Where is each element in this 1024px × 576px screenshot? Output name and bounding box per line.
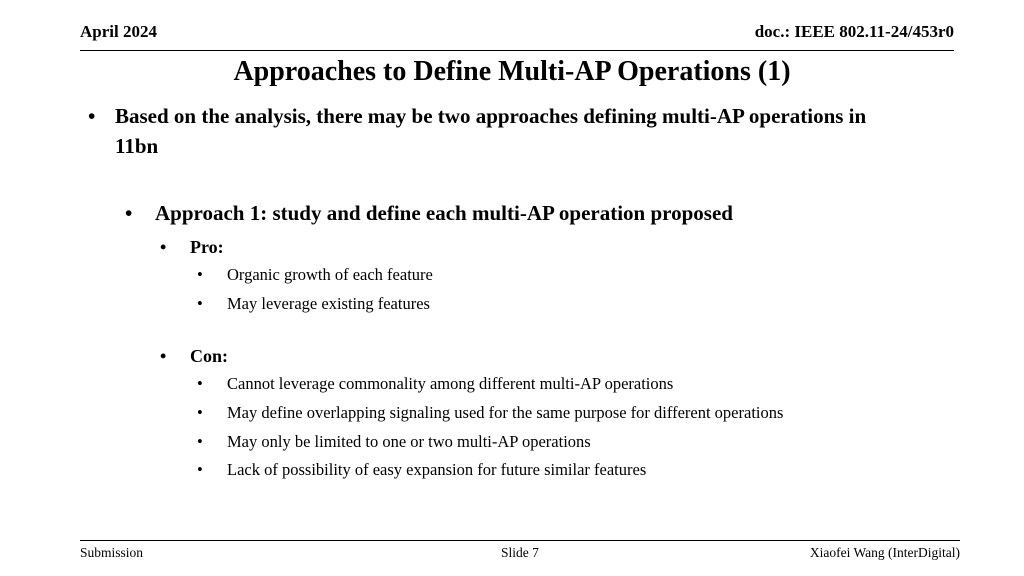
bullet-item: [197, 294, 984, 314]
slide-footer: [80, 545, 960, 561]
bullet-marker-icon: •: [160, 345, 167, 366]
bullet-marker-icon: •: [197, 265, 203, 285]
footer-submission: Submission: [80, 545, 144, 560]
bullet-text: Pro:: [190, 237, 224, 257]
bullet-text: Approach 1: study and define each multi-AP operation proposed: [155, 200, 733, 225]
bullet-text: Organic growth of each feature: [227, 265, 433, 285]
bullet-text: Con:: [190, 345, 229, 366]
footer-slide-number: Slide 7: [501, 545, 539, 560]
bullet-item: [197, 374, 984, 394]
bullet-marker-icon: •: [197, 402, 203, 422]
bullet-text: May only be limited to one or two multi-AP operations: [227, 431, 591, 451]
bullet-text: Lack of possibility of easy expansion for future similar features: [227, 460, 647, 480]
header-date: April 2024: [80, 22, 157, 41]
header-doc-number: doc.: IEEE 802.11-24/453r0: [754, 22, 954, 41]
bullet-marker-icon: •: [197, 373, 203, 393]
slide-header: [80, 22, 954, 42]
bullet-text: May define overlapping signaling used for the same purpose for different operations: [227, 402, 784, 422]
bullet-item: [197, 460, 984, 480]
bullet-text: May leverage existing features: [227, 294, 430, 314]
bullet-item: [197, 265, 984, 285]
bullet-item: [160, 236, 984, 259]
bullet-marker-icon: •: [197, 431, 203, 451]
bullet-marker-icon: •: [160, 237, 167, 257]
bullet-item: [197, 432, 984, 452]
bullet-marker-icon: •: [125, 200, 133, 225]
bullet-item: [88, 101, 984, 162]
footer-author: Xiaofei Wang (InterDigital): [809, 545, 960, 560]
slide-title: Approaches to Define Multi-AP Operations (1): [233, 56, 791, 87]
bullet-text: Cannot leverage commonality among different multi-AP operations: [227, 373, 674, 393]
header-divider: [80, 50, 954, 51]
bullet-item: [125, 198, 984, 228]
footer-divider: [80, 540, 960, 541]
bullet-text: Based on the analysis, there may be two approaches defining multi-AP operations in 11bn: [115, 104, 867, 159]
bullet-marker-icon: •: [197, 460, 203, 480]
bullet-item: [197, 403, 984, 423]
bullet-item: [160, 345, 984, 368]
bullet-marker-icon: •: [88, 104, 96, 128]
bullet-list: [0, 101, 984, 489]
bullet-marker-icon: •: [197, 294, 203, 314]
